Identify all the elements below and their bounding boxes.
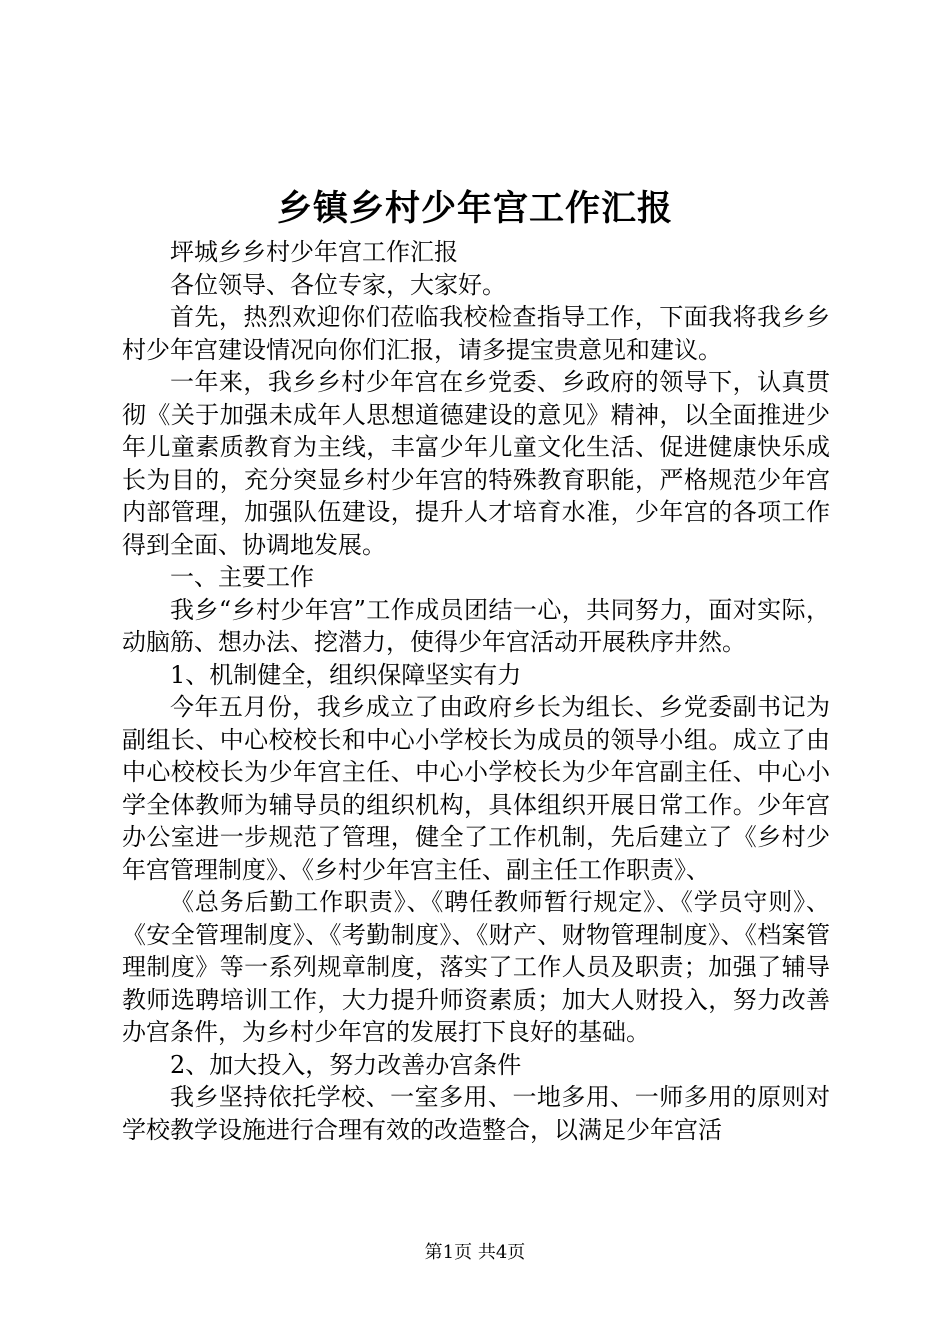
subsection-heading: 2、加大投入，努力改善办宫条件 <box>170 1050 522 1079</box>
section-heading: 一、主要工作 <box>170 563 314 591</box>
paragraph: 我乡坚持依托学校、一室多用、一地多用、一师多用的原则对学校教学设施进行合理有效的改造整合，以满足少年宫活 <box>122 1083 830 1144</box>
paragraph: 坪城乡乡村少年宫工作汇报 <box>170 238 458 266</box>
paragraph: 首先，热烈欢迎你们莅临我校检查指导工作，下面我将我乡乡村少年宫建设情况向你们汇报，请多提宝贵意见和建议。 <box>122 303 830 364</box>
document-body <box>122 236 830 1146</box>
paragraph: 各位领导、各位专家，大家好。 <box>170 270 506 299</box>
page-number-footer: 第1页 共4页 <box>424 1242 526 1263</box>
paragraph: 今年五月份，我乡成立了由政府乡长为组长、乡党委副书记为副组长、中心校校长和中心小学校长为成员的领导小组。成立了由中心校校长为少年宫主任、中心小学校长为少年宫副主任、中心小学全体教师为辅导员的组织机构，具体组织开展日常工作。少年宫办公室进一步规范了管理，健全了工作机制，先后建立了《乡村少年宫管理制度》、《乡村少年宫主任、副主任工作职责》、 <box>122 693 830 884</box>
paragraph: 《总务后勤工作职责》、《聘任教师暂行规定》、《学员守则》、《安全管理制度》、《考勤制度》、《财产、财物管理制度》、《档案管理制度》等一系列规章制度，落实了工作人员及职责；加强了辅导教师选聘培训工作，大力提升师资素质；加大人财投入，努力改善办宫条件，为乡村少年宫的发展打下良好的基础。 <box>122 888 830 1046</box>
paragraph: 一年来，我乡乡村少年宫在乡党委、乡政府的领导下，认真贯彻《关于加强未成年人思想道德建设的意见》精神，以全面推进少年儿童素质教育为主线，丰富少年儿童文化生活、促进健康快乐成长为目的，充分突显乡村少年宫的特殊教育职能，严格规范少年宫内部管理，加强队伍建设，提升人才培育水准，少年宫的各项工作得到全面、协调地发展。 <box>122 368 830 559</box>
document-title: 乡镇乡村少年宫工作汇报 <box>276 189 673 229</box>
subsection-heading: 1、机制健全，组织保障坚实有力 <box>170 660 522 689</box>
paragraph: 我乡“乡村少年宫”工作成员团结一心，共同努力，面对实际，动脑筋、想办法、挖潜力，使得少年宫活动开展秩序井然。 <box>122 595 830 656</box>
